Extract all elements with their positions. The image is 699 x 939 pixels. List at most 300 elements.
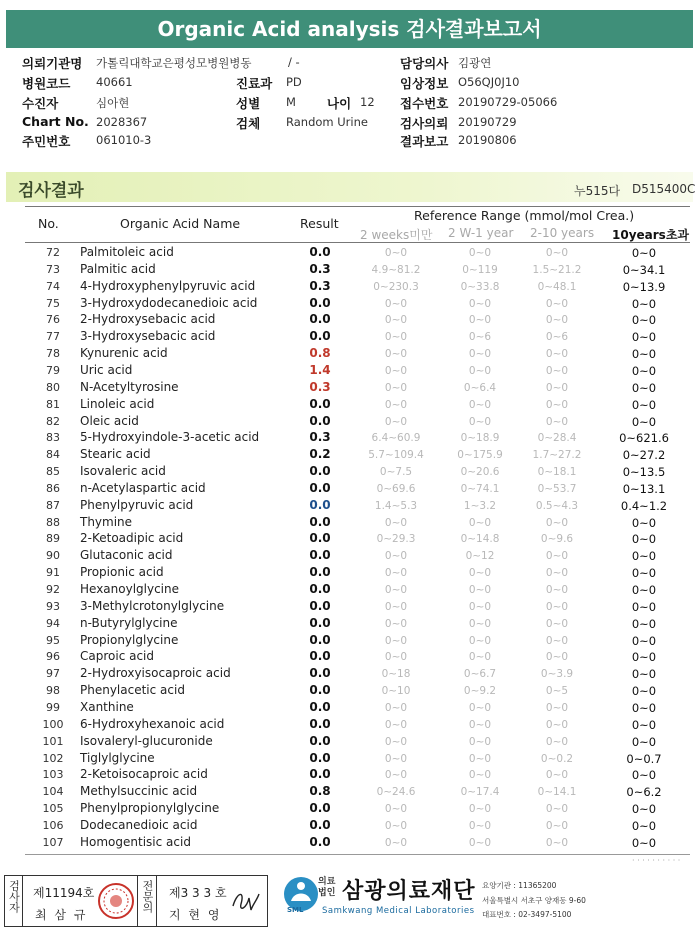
analyte-name: 5-Hydroxyindole-3-acetic acid (80, 430, 260, 445)
result-value: 0.0 (309, 649, 331, 664)
reference-2weeks: 0~0 (384, 331, 408, 344)
result-value: 0.0 (309, 531, 331, 546)
tester-license: 제11194호 (33, 886, 95, 900)
reference-2weeks: 0~10 (381, 685, 411, 698)
reference-2-10years: 0~0 (545, 651, 569, 664)
table-row (0, 783, 699, 800)
table-row (0, 615, 699, 632)
info-value: 2028367 (96, 115, 148, 129)
row-number: 79 (46, 363, 60, 377)
reference-2w-1year: 0~0 (468, 516, 492, 529)
result-value: 0.0 (309, 413, 331, 428)
reference-10years: 0~0 (631, 835, 657, 850)
reference-10years: 0~0 (631, 684, 657, 699)
analyte-name: Palmitoleic acid (80, 245, 174, 259)
reference-2-10years: 0~0 (545, 819, 569, 832)
info-value: 가톨릭대학교은평성모병원병동 (96, 56, 252, 70)
result-value: 0.0 (309, 295, 331, 310)
reference-10years: 0~0 (631, 347, 657, 362)
info-value: 20190729 (458, 115, 517, 129)
reference-2w-1year: 0~6.7 (463, 668, 497, 681)
reference-2w-1year: 0~74.1 (460, 482, 500, 495)
reference-2weeks: 0~0 (384, 836, 408, 849)
reference-2weeks: 5.7~109.4 (368, 449, 424, 462)
result-value: 0.0 (309, 245, 331, 259)
reference-10years: 0~0 (631, 616, 657, 631)
row-number: 77 (46, 330, 60, 344)
table-top-rule (25, 206, 690, 207)
info-value: 20190806 (458, 133, 517, 147)
reference-2-10years: 0~0 (545, 600, 569, 613)
reference-10years: 0~6.2 (626, 785, 662, 800)
column-header-2weeks: 2 weeks미만 (360, 228, 433, 242)
reference-10years: 0~0 (631, 296, 657, 311)
info-value: Random Urine (286, 115, 368, 129)
reference-10years: 0~621.6 (619, 431, 669, 446)
reference-2weeks: 0~0 (384, 634, 408, 647)
result-value: 0.0 (309, 817, 331, 832)
row-number: 74 (46, 279, 60, 293)
row-number: 105 (42, 802, 64, 816)
info-value: 심아현 (96, 96, 130, 110)
reference-2weeks: 0~24.6 (376, 786, 416, 799)
result-value: 0.0 (309, 767, 331, 782)
info-label: 검체 (236, 116, 261, 131)
result-value: 0.0 (309, 480, 331, 495)
result-value: 0.3 (309, 261, 331, 276)
tester-label-cell (5, 876, 23, 926)
analyte-name: Glutaconic acid (80, 548, 173, 563)
analyte-name: Isovaleryl-glucuronide (80, 733, 213, 748)
reference-2weeks: 0~0 (384, 819, 408, 832)
reference-2w-1year: 0~14.8 (460, 533, 500, 546)
table-row (0, 480, 699, 497)
reference-2-10years: 0~0 (545, 634, 569, 647)
reference-2-10years: 0~3.9 (540, 668, 574, 681)
reference-2weeks: 0~0 (384, 752, 408, 765)
corp-type-line: 법인 (318, 888, 336, 898)
logo-text: SML (287, 906, 304, 914)
table-row (0, 699, 699, 716)
reference-10years: 0~0 (631, 599, 657, 614)
reference-10years: 0~0 (631, 633, 657, 648)
reference-2-10years: 0~14.1 (537, 786, 577, 799)
reference-2w-1year: 0~0 (468, 364, 492, 377)
reference-10years: 0~0 (631, 363, 657, 378)
result-value: 0.8 (309, 784, 331, 799)
specialist-label-cell (137, 876, 157, 926)
reference-10years: 0~0 (631, 330, 657, 345)
seal-stamp-icon (97, 882, 135, 920)
reference-2-10years: 0~0 (545, 297, 569, 310)
table-row (0, 817, 699, 834)
result-value: 0.3 (309, 379, 331, 394)
result-value: 0.0 (309, 514, 331, 529)
reference-2w-1year: 0~0 (468, 314, 492, 327)
analyte-name: Phenylacetic acid (80, 683, 185, 698)
column-header-no: No. (38, 216, 59, 231)
result-value: 0.0 (309, 582, 331, 596)
analyte-name: 2-Ketoisocaproic acid (80, 767, 208, 782)
corp-english-name: Samkwang Medical Laboratories (322, 906, 475, 916)
reference-2w-1year: 0~33.8 (460, 280, 500, 293)
analyte-name: Dodecanedioic acid (80, 817, 198, 832)
row-number: 102 (42, 751, 64, 765)
reference-2-10years: 0~0 (545, 398, 569, 411)
result-value: 0.0 (309, 312, 331, 327)
analyte-name: Phenylpropionylglycine (80, 801, 220, 816)
table-row (0, 598, 699, 615)
info-label: 검사의뢰 (400, 116, 449, 131)
corp-info-line: 요양기관 : 11365200 (482, 881, 557, 890)
reference-2-10years: 0~0 (545, 718, 569, 731)
table-row (0, 632, 699, 649)
reference-2weeks: 0~0 (384, 381, 408, 394)
column-header-2w-1year: 2 W-1 year (448, 226, 514, 240)
row-number: 87 (46, 498, 60, 512)
reference-2w-1year: 0~6.4 (463, 381, 497, 394)
reference-2weeks: 0~0 (384, 516, 408, 529)
corp-name: 삼광의료재단 (342, 879, 476, 904)
info-value: 40661 (96, 75, 133, 89)
reference-2w-1year: 0~0 (468, 769, 492, 782)
reference-10years: 0~0 (631, 667, 657, 682)
reference-2w-1year: 0~0 (468, 415, 492, 428)
reference-2weeks: 0~0 (384, 415, 408, 428)
table-row (0, 413, 699, 430)
reference-2w-1year: 0~0 (468, 584, 492, 596)
analyte-name: 3-Hydroxydodecanedioic acid (80, 295, 258, 310)
result-value: 0.0 (309, 733, 331, 748)
reference-10years: 0~0 (631, 380, 657, 395)
reference-2w-1year: 0~0 (468, 634, 492, 647)
reference-2-10years: 0~6 (545, 331, 569, 344)
reference-10years: 0~0 (631, 313, 657, 328)
info-value-age: 12 (360, 95, 375, 109)
reference-10years: 0~0 (631, 532, 657, 547)
result-value: 0.0 (309, 565, 331, 580)
reference-10years: 0~0 (631, 583, 657, 597)
info-label: 결과보고 (400, 134, 449, 149)
reference-10years: 0~0 (631, 246, 657, 260)
reference-10years: 0~27.2 (622, 448, 666, 463)
analyte-name: Propionic acid (80, 565, 164, 580)
info-label: 진료과 (236, 76, 273, 91)
row-number: 75 (46, 296, 60, 310)
result-value: 0.0 (309, 548, 331, 563)
row-number: 91 (46, 566, 60, 580)
reference-10years: 0~13.5 (622, 465, 666, 480)
reference-2w-1year: 0~0 (468, 297, 492, 310)
tester-name: 최 삼 규 (35, 908, 88, 922)
reference-2weeks: 0~230.3 (373, 280, 419, 293)
row-number: 76 (46, 313, 60, 327)
analyte-name: 2-Hydroxyisocaproic acid (80, 666, 231, 681)
row-number: 85 (46, 465, 60, 479)
table-row (0, 379, 699, 396)
reference-2w-1year: 0~0 (468, 735, 492, 748)
row-number: 100 (42, 717, 64, 731)
reference-2w-1year: 0~0 (468, 803, 492, 816)
analyte-name: Palmitic acid (80, 261, 156, 276)
result-value: 0.0 (309, 699, 331, 714)
reference-10years: 0~0 (631, 515, 657, 530)
page-marker-dots: · · · · · · · · · · (632, 856, 681, 865)
result-value: 0.0 (309, 801, 331, 816)
reference-2-10years: 0~0 (545, 584, 569, 596)
reference-2w-1year: 0~0 (468, 617, 492, 630)
reference-2weeks: 1.4~5.3 (374, 499, 418, 512)
table-row (0, 716, 699, 733)
info-label-age: 나이 (327, 96, 352, 111)
info-label: 성별 (236, 96, 261, 111)
row-number: 104 (42, 785, 64, 799)
table-row (0, 581, 699, 598)
specialist-label: 전문의 (141, 880, 154, 913)
row-number: 103 (42, 768, 64, 782)
reference-2w-1year: 0~17.4 (460, 786, 500, 799)
reference-2w-1year: 0~175.9 (457, 449, 503, 462)
info-label: Chart No. (22, 114, 89, 129)
row-number: 84 (46, 448, 60, 462)
result-value: 0.0 (309, 329, 331, 344)
analyte-name: Uric acid (80, 362, 133, 377)
analyte-name: N-Acetyltyrosine (80, 379, 179, 394)
result-value: 0.2 (309, 447, 331, 462)
result-value: 0.0 (309, 598, 331, 613)
result-value: 0.3 (309, 278, 331, 293)
table-row (0, 648, 699, 665)
row-number: 72 (46, 246, 60, 259)
table-bottom-rule (25, 854, 690, 855)
reference-2weeks: 0~0 (384, 718, 408, 731)
reference-2weeks: 0~18 (381, 668, 411, 681)
reference-2weeks: 0~0 (384, 617, 408, 630)
reference-2w-1year: 0~9.2 (463, 685, 497, 698)
reference-2weeks: 0~0 (384, 803, 408, 816)
reference-2-10years: 0~0 (545, 415, 569, 428)
info-value: 061010-3 (96, 133, 152, 147)
reference-10years: 0~34.1 (622, 262, 666, 277)
table-row (0, 429, 699, 446)
reference-2weeks: 0~0 (384, 297, 408, 310)
info-value: PD (286, 75, 302, 89)
column-header-result: Result (300, 216, 339, 231)
reference-2weeks: 0~0 (384, 348, 408, 361)
section-code: 누515다 (574, 184, 621, 198)
table-row (0, 278, 699, 295)
row-number: 83 (46, 431, 60, 445)
analyte-name: 6-Hydroxyhexanoic acid (80, 716, 225, 731)
table-row (0, 733, 699, 750)
analyte-name: Stearic acid (80, 447, 151, 462)
table-row (0, 328, 699, 345)
reference-2-10years: 0~0 (545, 364, 569, 377)
analyte-name: Phenylpyruvic acid (80, 497, 194, 512)
reference-10years: 0~0 (631, 734, 657, 749)
table-row (0, 800, 699, 817)
table-row (0, 530, 699, 547)
reference-2weeks: 0~0 (384, 550, 408, 563)
reference-2weeks: 0~0 (384, 364, 408, 377)
result-value: 0.0 (309, 834, 331, 849)
column-header-name: Organic Acid Name (120, 216, 241, 231)
reference-2-10years: 0~18.1 (537, 466, 577, 479)
reference-2-10years: 0~0 (545, 769, 569, 782)
signature-box (4, 875, 268, 927)
row-number: 82 (46, 414, 60, 428)
reference-2-10years: 0~53.7 (537, 482, 577, 495)
reference-2w-1year: 0~12 (465, 550, 495, 563)
row-number: 93 (46, 599, 60, 613)
row-number: 90 (46, 549, 60, 563)
analyte-name: 3-Hydroxysebacic acid (80, 329, 216, 344)
reference-10years: 0~0 (631, 650, 657, 665)
table-row (0, 834, 699, 851)
corp-type-line: 의료 (318, 877, 336, 887)
row-number: 89 (46, 532, 60, 546)
reference-2weeks: 0~7.5 (379, 466, 413, 479)
reference-2weeks: 0~0 (384, 600, 408, 613)
table-header-rule (25, 242, 690, 243)
reference-10years: 0~0 (631, 566, 657, 581)
reference-2-10years: 0.5~4.3 (535, 499, 579, 512)
row-number: 78 (46, 347, 60, 361)
row-number: 107 (42, 835, 64, 849)
reference-2weeks: 0~0 (384, 769, 408, 782)
reference-2weeks: 0~69.6 (376, 482, 416, 495)
reference-2-10years: 0~0 (545, 550, 569, 563)
section-code: D515400C (632, 182, 696, 196)
table-row (0, 463, 699, 480)
table-row (0, 345, 699, 362)
analyte-name: Kynurenic acid (80, 346, 168, 361)
signature-icon (227, 884, 263, 918)
reference-2w-1year: 0~0 (468, 348, 492, 361)
table-row (0, 665, 699, 682)
analyte-name: 4-Hydroxyphenylpyruvic acid (80, 278, 256, 293)
reference-2weeks: 0~0 (384, 651, 408, 664)
corp-info-line: 서울특별시 서초구 양재동 9-60 (482, 896, 586, 905)
reference-2-10years: 0~0 (545, 836, 569, 849)
report-title: Organic Acid analysis 검사결과보고서 (6, 10, 693, 48)
info-label: 의뢰기관명 (22, 56, 83, 71)
table-row (0, 497, 699, 514)
reference-2-10years: 0~0 (545, 314, 569, 327)
reference-2-10years: 1.7~27.2 (532, 449, 582, 462)
reference-2-10years: 0~0 (545, 516, 569, 529)
reference-2w-1year: 0~0 (468, 398, 492, 411)
table-row (0, 362, 699, 379)
row-number: 98 (46, 684, 60, 698)
column-header-reference: Reference Range (mmol/mol Crea.) (414, 208, 635, 223)
analyte-name: Thymine (80, 514, 133, 529)
table-row (0, 547, 699, 564)
reference-2w-1year: 0~6 (468, 331, 492, 344)
reference-10years: 0~0 (631, 768, 657, 783)
reference-2weeks: 0~29.3 (376, 533, 416, 546)
result-value: 1.4 (309, 362, 331, 377)
tester-label: 검사자 (7, 880, 21, 913)
reference-10years: 0~0 (631, 700, 657, 715)
analyte-name: n-Butyrylglycine (80, 615, 178, 630)
reference-10years: 0~13.9 (622, 279, 666, 294)
table-row (0, 295, 699, 312)
row-number: 96 (46, 650, 60, 664)
reference-2w-1year: 0~0 (468, 247, 492, 259)
analyte-name: Caproic acid (80, 649, 155, 664)
reference-2-10years: 0~0 (545, 803, 569, 816)
specialist-name: 지 현 영 (169, 908, 222, 922)
logo-figure-icon (288, 881, 314, 903)
row-number: 92 (46, 583, 60, 596)
result-value: 0.0 (309, 750, 331, 765)
reference-2weeks: 0~0 (384, 398, 408, 411)
result-value: 0.0 (309, 683, 331, 698)
row-number: 106 (42, 818, 64, 832)
reference-2-10years: 0~5 (545, 685, 569, 698)
analyte-name: Xanthine (80, 699, 134, 714)
reference-10years: 0.4~1.2 (620, 498, 668, 513)
reference-10years: 0~0.7 (626, 751, 662, 766)
reference-2-10years: 0~0 (545, 247, 569, 259)
reference-2w-1year: 0~0 (468, 752, 492, 765)
table-row (0, 261, 699, 278)
row-number: 95 (46, 633, 60, 647)
info-label: 임상정보 (400, 76, 449, 91)
reference-10years: 0~0 (631, 818, 657, 833)
reference-2w-1year: 0~0 (468, 567, 492, 580)
analyte-name: Linoleic acid (80, 396, 155, 411)
table-row (0, 446, 699, 463)
result-value: 0.8 (309, 346, 331, 361)
reference-2w-1year: 0~0 (468, 819, 492, 832)
reference-2weeks: 0~0 (384, 247, 408, 259)
reference-2-10years: 0~0 (545, 617, 569, 630)
row-number: 88 (46, 515, 60, 529)
row-number: 81 (46, 397, 60, 411)
info-label: 주민번호 (22, 134, 71, 149)
reference-2weeks: 0~0 (384, 584, 408, 596)
reference-2w-1year: 1~3.2 (463, 499, 497, 512)
result-value: 0.0 (309, 632, 331, 647)
reference-2-10years: 0~0 (545, 701, 569, 714)
row-number: 101 (42, 734, 64, 748)
info-label: 담당의사 (400, 56, 449, 71)
reference-2-10years: 0~0 (545, 567, 569, 580)
reference-2-10years: 0~0 (545, 348, 569, 361)
analyte-name: Hexanoylglycine (80, 582, 180, 596)
analyte-name: Propionylglycine (80, 632, 179, 647)
analyte-name: Homogentisic acid (80, 834, 191, 849)
result-value: 0.0 (309, 615, 331, 630)
analyte-name: Methylsuccinic acid (80, 784, 198, 799)
reference-10years: 0~0 (631, 549, 657, 564)
reference-2-10years: 0~48.1 (537, 280, 577, 293)
reference-2weeks: 4.9~81.2 (371, 263, 421, 276)
reference-10years: 0~0 (631, 414, 657, 429)
analyte-name: n-Acetylaspartic acid (80, 480, 206, 495)
reference-10years: 0~0 (631, 717, 657, 732)
reference-2w-1year: 0~0 (468, 651, 492, 664)
table-row (0, 514, 699, 531)
reference-2-10years: 0~0 (545, 381, 569, 394)
row-number: 99 (46, 700, 60, 714)
info-value: O56QJ0J10 (458, 75, 520, 89)
reference-2weeks: 0~0 (384, 701, 408, 714)
table-row (0, 766, 699, 783)
table-row (0, 396, 699, 413)
